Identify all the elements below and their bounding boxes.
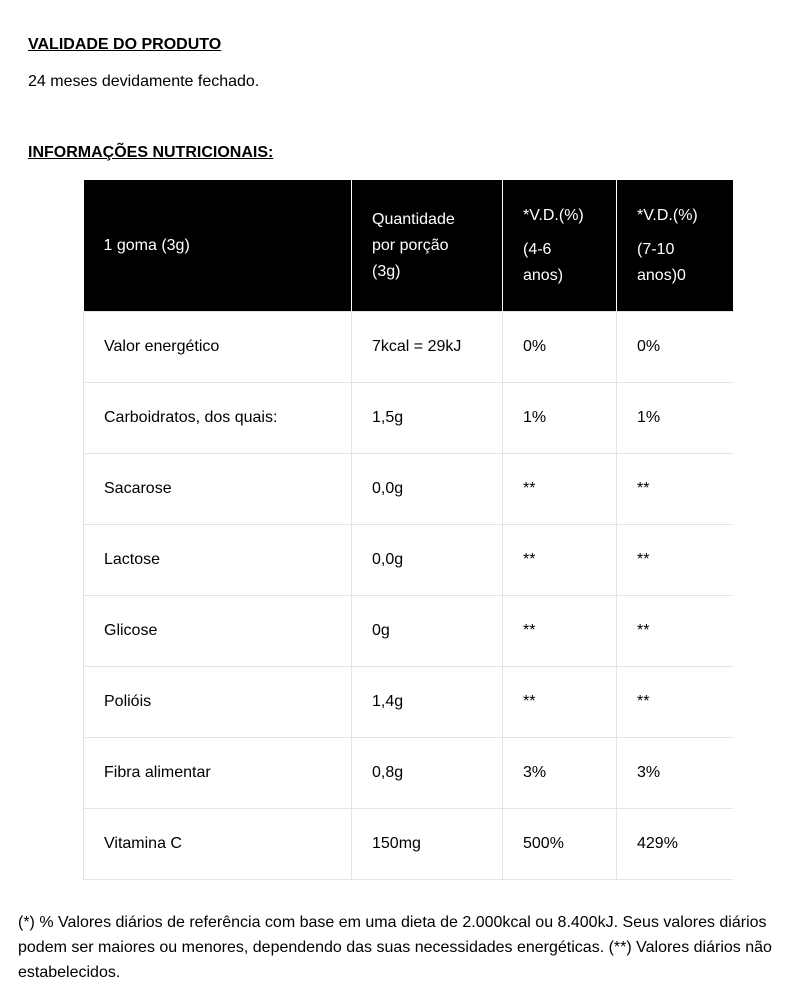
cell-vd-4-6: ** bbox=[503, 667, 617, 738]
cell-nutrient: Fibra alimentar bbox=[84, 738, 352, 809]
cell-vd-4-6: ** bbox=[503, 596, 617, 667]
cell-vd-7-10: ** bbox=[617, 596, 733, 667]
table-header-row bbox=[84, 180, 733, 312]
cell-nutrient: Polióis bbox=[84, 667, 352, 738]
cell-vd-7-10: ** bbox=[617, 525, 733, 596]
header-vd-4-6-line: *V.D.(%) bbox=[523, 206, 584, 224]
cell-nutrient: Carboidratos, dos quais: bbox=[84, 383, 352, 454]
table-row bbox=[84, 312, 733, 383]
table-row bbox=[84, 596, 733, 667]
cell-amount: 1,5g bbox=[352, 383, 503, 454]
table-row bbox=[84, 809, 733, 880]
cell-vd-4-6: 1% bbox=[503, 383, 617, 454]
header-quantity-line: por porção bbox=[372, 236, 449, 254]
cell-vd-7-10: 1% bbox=[617, 383, 733, 454]
cell-vd-7-10: ** bbox=[617, 454, 733, 525]
cell-amount: 0,0g bbox=[352, 454, 503, 525]
header-quantity-line: (3g) bbox=[372, 262, 401, 280]
nutrition-table bbox=[83, 180, 733, 880]
table-row bbox=[84, 454, 733, 525]
table-row bbox=[84, 525, 733, 596]
validity-heading: VALIDADE DO PRODUTO bbox=[28, 36, 222, 53]
cell-vd-4-6: ** bbox=[503, 525, 617, 596]
table-row bbox=[84, 667, 733, 738]
header-quantity bbox=[352, 180, 503, 312]
cell-vd-7-10: 3% bbox=[617, 738, 733, 809]
table-row bbox=[84, 383, 733, 454]
header-vd-4-6-line: anos) bbox=[523, 266, 564, 284]
header-quantity-line: Quantidade bbox=[372, 210, 455, 228]
cell-vd-4-6: ** bbox=[503, 454, 617, 525]
cell-vd-7-10: ** bbox=[617, 667, 733, 738]
header-vd-4-6-line: (4-6 bbox=[523, 240, 552, 258]
cell-amount: 150mg bbox=[352, 809, 503, 880]
cell-amount: 7kcal = 29kJ bbox=[352, 312, 503, 383]
cell-amount: 1,4g bbox=[352, 667, 503, 738]
nutrition-heading: INFORMAÇÕES NUTRICIONAIS: bbox=[28, 144, 274, 161]
header-vd-4-6 bbox=[503, 180, 617, 312]
header-vd-7-10-line: *V.D.(%) bbox=[637, 206, 698, 224]
cell-nutrient: Vitamina C bbox=[84, 809, 352, 880]
header-serving-label: 1 goma (3g) bbox=[103, 236, 190, 254]
cell-nutrient: Glicose bbox=[84, 596, 352, 667]
header-vd-7-10 bbox=[617, 180, 733, 312]
cell-nutrient: Sacarose bbox=[84, 454, 352, 525]
cell-amount: 0,0g bbox=[352, 525, 503, 596]
header-vd-7-10-line: (7-10 bbox=[637, 240, 675, 258]
cell-vd-4-6: 3% bbox=[503, 738, 617, 809]
cell-vd-4-6: 0% bbox=[503, 312, 617, 383]
cell-nutrient: Lactose bbox=[84, 525, 352, 596]
cell-nutrient: Valor energético bbox=[84, 312, 352, 383]
footnote: (*) % Valores diários de referência com base em uma dieta de 2.000kcal ou 8.400kJ. Seus valores diários podem ser maiores ou menores, dependendo das suas necessidades energéticas. (**) Valores diários não estabelecidos. bbox=[18, 914, 772, 981]
cell-amount: 0,8g bbox=[352, 738, 503, 809]
header-vd-7-10-line: anos)0 bbox=[637, 266, 686, 284]
header-serving bbox=[84, 180, 352, 312]
cell-amount: 0g bbox=[352, 596, 503, 667]
cell-vd-7-10: 0% bbox=[617, 312, 733, 383]
validity-text: 24 meses devidamente fechado. bbox=[28, 73, 260, 90]
cell-vd-7-10: 429% bbox=[617, 809, 733, 880]
table-row bbox=[84, 738, 733, 809]
cell-vd-4-6: 500% bbox=[503, 809, 617, 880]
